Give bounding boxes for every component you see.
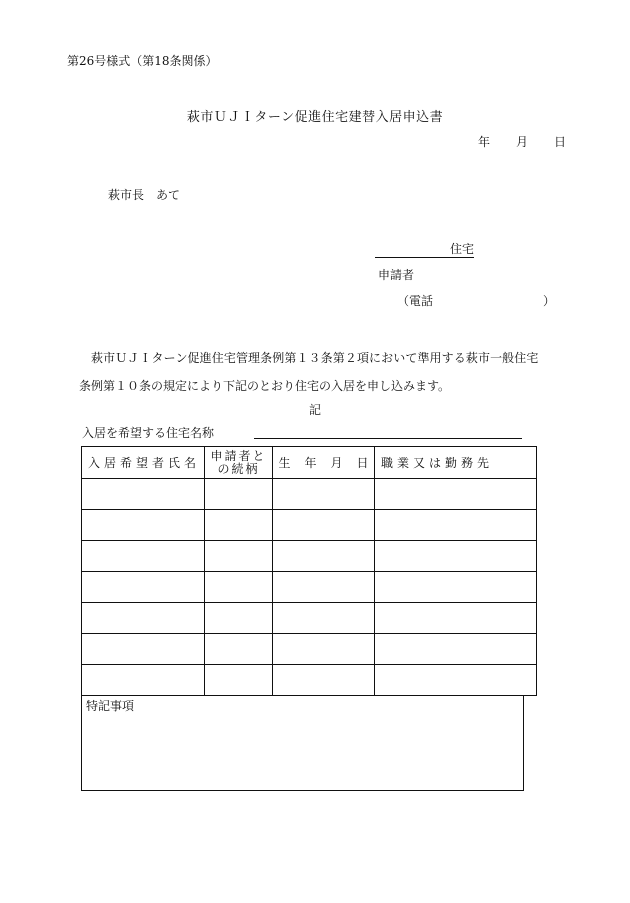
table-row — [82, 572, 537, 603]
addressee: 萩市長 あて — [108, 188, 181, 202]
cell-occupation[interactable] — [375, 510, 537, 541]
cell-name[interactable] — [82, 510, 205, 541]
applicants-table — [81, 446, 537, 696]
header-birth-sei: 生 — [278, 456, 291, 470]
remarks-label: 特記事項 — [86, 699, 135, 713]
cell-name[interactable] — [82, 603, 205, 634]
ki-heading: 記 — [308, 403, 321, 417]
cell-name[interactable] — [82, 479, 205, 510]
cell-name[interactable] — [82, 572, 205, 603]
date-year: 年 — [478, 135, 491, 149]
application-statement — [67, 344, 575, 400]
cell-birthdate[interactable] — [273, 541, 375, 572]
form-number: 第26号様式（第18条関係） — [67, 54, 218, 68]
cell-birthdate[interactable] — [273, 510, 375, 541]
header-birth-day: 日 — [356, 456, 369, 470]
cell-relationship[interactable] — [205, 541, 273, 572]
cell-relationship[interactable] — [205, 479, 273, 510]
phone-field[interactable] — [397, 292, 555, 309]
cell-occupation[interactable] — [375, 541, 537, 572]
cell-relationship[interactable] — [205, 572, 273, 603]
cell-birthdate[interactable] — [273, 665, 375, 696]
header-relationship — [205, 447, 273, 479]
table-row — [82, 665, 537, 696]
table-row — [82, 479, 537, 510]
statement-line-2: 条例第１０条の規定により下記のとおり住宅の入居を申し込みます。 — [79, 379, 451, 393]
cell-name[interactable] — [82, 634, 205, 665]
remarks-box[interactable] — [81, 695, 524, 791]
table-row — [82, 510, 537, 541]
phone-label: （電話 — [397, 294, 434, 308]
cell-relationship[interactable] — [205, 510, 273, 541]
cell-relationship[interactable] — [205, 634, 273, 665]
date-day: 日 — [554, 135, 567, 149]
header-birth-year: 年 — [304, 456, 317, 470]
cell-occupation[interactable] — [375, 603, 537, 634]
cell-occupation[interactable] — [375, 479, 537, 510]
header-relationship-line1: 申請者と — [210, 448, 267, 463]
cell-relationship[interactable] — [205, 665, 273, 696]
cell-birthdate[interactable] — [273, 603, 375, 634]
housing-field-label: 住宅 — [449, 242, 474, 256]
applicant-label: 申請者 — [378, 268, 415, 282]
applicant-housing-field[interactable] — [375, 240, 474, 258]
cell-birthdate[interactable] — [273, 572, 375, 603]
cell-name[interactable] — [82, 665, 205, 696]
cell-birthdate[interactable] — [273, 634, 375, 665]
header-relationship-line2: の続柄 — [217, 461, 260, 476]
housing-name-label: 入居を希望する住宅名称 — [82, 426, 215, 440]
cell-relationship[interactable] — [205, 603, 273, 634]
table-row — [82, 603, 537, 634]
header-occupation: 職業又は勤務先 — [375, 447, 537, 479]
header-applicant-name: 入居希望者氏名 — [82, 447, 205, 479]
date-month: 月 — [516, 135, 529, 149]
cell-occupation[interactable] — [375, 572, 537, 603]
cell-occupation[interactable] — [375, 634, 537, 665]
phone-close-paren: ） — [542, 294, 555, 308]
statement-line-1: 萩市ＵＪＩターン促進住宅管理条例第１３条第２項において準用する萩市一般住宅 — [91, 351, 539, 365]
table-row — [82, 541, 537, 572]
date-line — [478, 133, 566, 150]
table-header-row — [82, 447, 537, 479]
cell-occupation[interactable] — [375, 665, 537, 696]
document-title: 萩市ＵＪＩターン促進住宅建替入居申込書 — [186, 110, 444, 125]
table-row — [82, 634, 537, 665]
header-birth-month: 月 — [330, 456, 343, 470]
cell-name[interactable] — [82, 541, 205, 572]
cell-birthdate[interactable] — [273, 479, 375, 510]
applicants-table-body — [82, 479, 537, 696]
housing-name-input-line[interactable] — [254, 438, 522, 439]
header-birthdate — [273, 447, 375, 479]
